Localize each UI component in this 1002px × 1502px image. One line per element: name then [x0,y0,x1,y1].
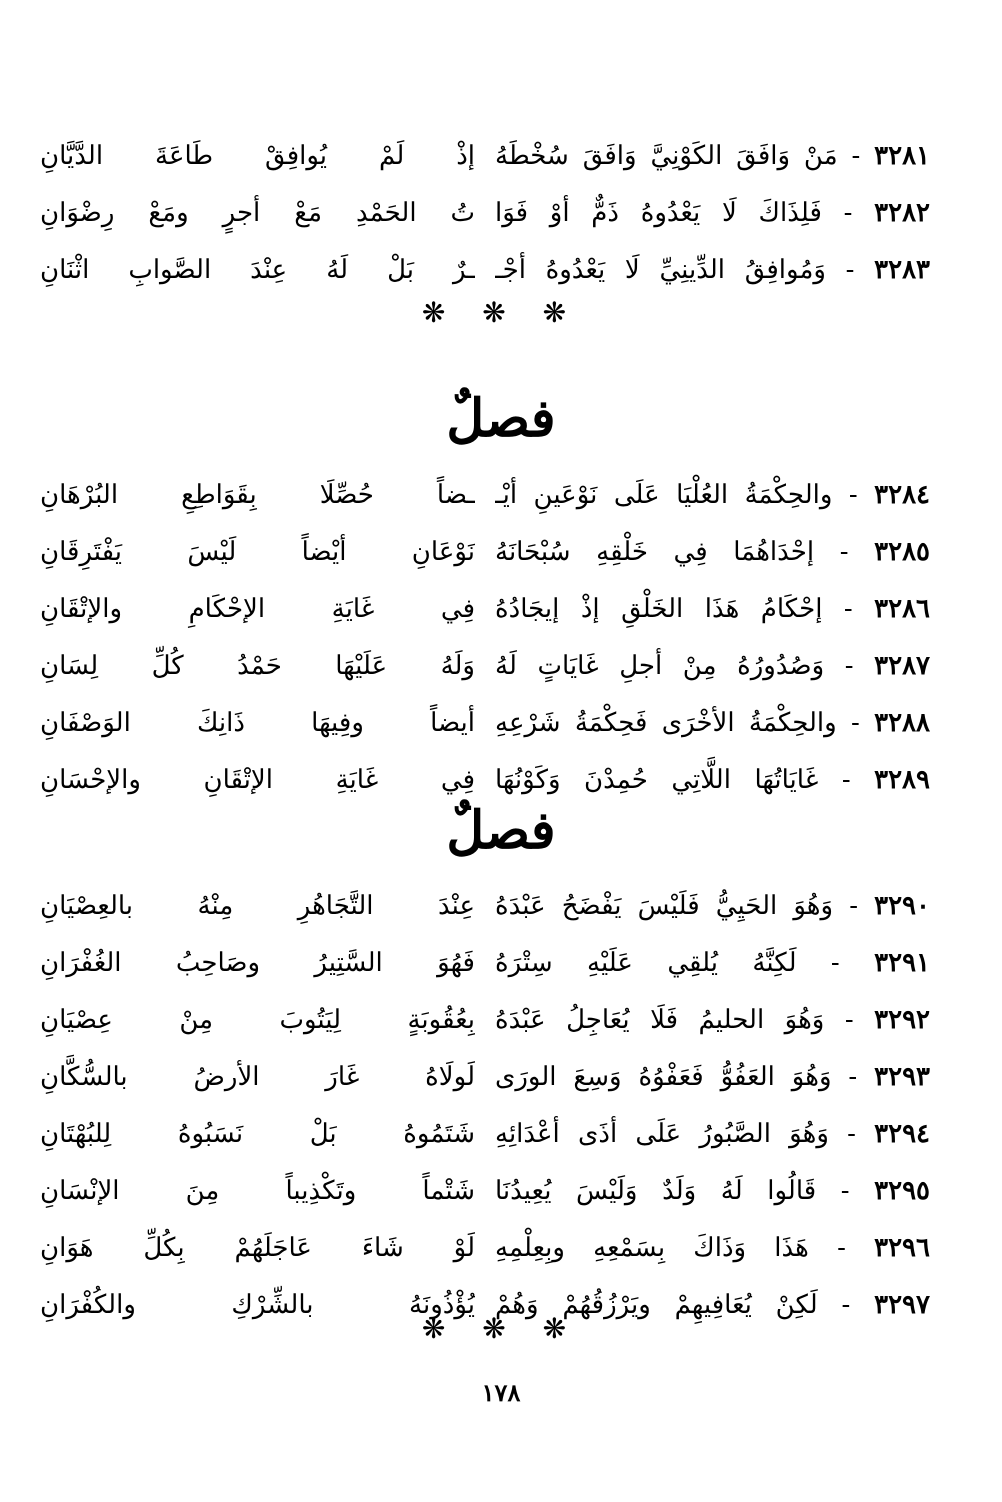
verse-line [40,581,930,638]
second-hemistich: ـضاً حُصِّلَا بِقَوَاطِعِ البُرْهَانِ [40,480,475,510]
first-hemistich-text: إحْكَامُ هَذَا الخَلْقِ إذْ إيجَادُهُ [495,594,823,624]
first-hemistich: ٣٢٨٨ - والحِكْمَةُ الأخْرَى فَحِكْمَةُ شَرْعِهِ [495,708,930,738]
second-hemistich: لَولَاهُ غَارَ الأرضُ بالسُّكَّانِ [40,1062,475,1092]
first-hemistich-text: وَهُوَ العَفُوُّ فَعَفْوُهُ وَسِعَ الورَى [495,1062,832,1092]
second-hemistich: تُ الحَمْدِ مَعْ أجرٍ ومَعْ رِضْوَانِ [40,198,475,228]
second-hemistich: يُؤْذُونَهُ بالشِّرْكِ والكُفْرَانِ [40,1290,475,1320]
verse-line [40,878,930,935]
first-hemistich: ٣٢٩٢ - وَهُوَ الحليمُ فَلَا يُعَاجِلُ عَبْدَهُ [495,1005,930,1035]
first-hemistich-text: مَنْ وَافَقَ الكَوْنِيَّ وَافَقَ سُخْطَهُ [495,141,838,171]
first-hemistich-text: وَهُوَ الصَّبُورُ عَلَى أذَى أعْدَائِهِ [495,1119,829,1149]
verse-line [40,992,930,1049]
second-hemistich: لَوْ شَاءَ عَاجَلَهُمْ بِكُلِّ هَوَانِ [40,1233,475,1263]
verse-line [40,1106,930,1163]
second-hemistich: أيضاً وفِيهَا ذَانِكَ الوَصْفَانِ [40,708,475,738]
verse-number: ٣٢٩٧ [874,1290,930,1320]
verse-line [40,695,930,752]
verse-number: ٣٢٨٢ [874,198,930,228]
verse-number: ٣٢٩٥ [874,1176,930,1206]
first-hemistich: ٣٢٨٤ - والحِكْمَةُ العُلْيَا عَلَى نَوْعَينِ أيْـ [495,480,930,510]
second-hemistich: نَوْعَانِ أيْضاً لَيْسَ يَفْتَرِقَانِ [40,537,475,567]
first-hemistich: ٣٢٩٠ - وَهُوَ الحَيِيُّ فَلَيْسَ يَفْضَحُ عَبْدَهُ [495,891,930,921]
first-hemistich: ٣٢٩٥ - قَالُوا لَهُ وَلَدٌ وَلَيْسَ يُعِيدُنَا [495,1176,930,1206]
verse-line [40,128,930,185]
second-hemistich: بِعُقُوبَةٍ لِيَتُوبَ مِنْ عِصْيَانِ [40,1005,475,1035]
second-hemistich: فَهُوَ السَّتِيرُ وصَاحِبُ الغُفْرَانِ [40,948,475,978]
first-hemistich: ٣٢٩١ - لَكِنَّهُ يُلقِي عَلَيْهِ سِتْرَهُ [495,948,930,978]
first-hemistich: ٣٢٨٣ - وَمُوافِقُ الدِّينِيِّ لَا يَعْدُوهُ أجْـ [495,255,930,285]
first-hemistich: ٣٢٨٥ - إحْدَاهُمَا فِي خَلْقِهِ سُبْحَانَهُ [495,537,930,567]
second-hemistich: ـرٌ بَلْ لَهُ عِنْدَ الصَّوابِ اثْنَانِ [40,255,475,285]
section-heading-1: فصلٌ [446,388,556,449]
verse-number: ٣٢٩٦ [874,1233,930,1263]
first-hemistich: ٣٢٨٧ - وَصُدُورُهُ مِنْ أجلِ غَايَاتٍ لَهُ [495,651,930,681]
first-hemistich-text: وَمُوافِقُ الدِّينِيِّ لَا يَعْدُوهُ أجْـ [495,255,826,285]
second-hemistich: وَلَهُ عَلَيْهَا حَمْدُ كُلِّ لِسَانِ [40,651,475,681]
verse-number: ٣٢٩١ [874,948,930,978]
verse-number: ٣٢٨٣ [874,255,930,285]
first-hemistich-text: فَلِذَاكَ لَا يَعْدُوهُ ذَمٌّ أوْ فَوَا [495,198,822,228]
first-hemistich-text: وَصُدُورُهُ مِنْ أجلِ غَايَاتٍ لَهُ [495,651,825,681]
first-hemistich-text: وَهُوَ الحَيِيُّ فَلَيْسَ يَفْضَحُ عَبْدَهُ [495,891,834,921]
verse-number: ٣٢٩٣ [874,1062,930,1092]
separator-stars-1: ❋ ❋ ❋ [421,296,581,329]
second-hemistich: شَتَمُوهُ بَلْ نَسَبُوهُ لِلبُهْتَانِ [40,1119,475,1149]
verse-block-2 [40,467,930,809]
verse-number: ٣٢٩٤ [874,1119,930,1149]
first-hemistich: ٣٢٩٤ - وَهُوَ الصَّبُورُ عَلَى أذَى أعْدَائِهِ [495,1119,930,1149]
first-hemistich: ٣٢٨١ - مَنْ وَافَقَ الكَوْنِيَّ وَافَقَ سُخْطَهُ [495,141,930,171]
verse-number: ٣٢٨٦ [874,594,930,624]
first-hemistich-text: قَالُوا لَهُ وَلَدٌ وَلَيْسَ يُعِيدُنَا [495,1176,817,1206]
first-hemistich: ٣٢٨٦ - إحْكَامُ هَذَا الخَلْقِ إذْ إيجَادُهُ [495,594,930,624]
verse-number: ٣٢٨١ [874,141,930,171]
first-hemistich: ٣٢٩٧ - لَكِنْ يُعَافِيهِمْ ويَرْزُقُهُمْ وَهُمْ [495,1290,930,1320]
verse-number: ٣٢٨٩ [874,765,930,795]
verse-number: ٣٢٨٥ [874,537,930,567]
first-hemistich-text: لَكِنْ يُعَافِيهِمْ ويَرْزُقُهُمْ وَهُمْ [495,1290,818,1320]
verse-line [40,524,930,581]
verse-block-1 [40,128,930,299]
second-hemistich: عِنْدَ التَّجَاهُرِ مِنْهُ بالعِصْيَانِ [40,891,475,921]
verse-number: ٣٢٨٤ [874,480,930,510]
first-hemistich-text: وَهُوَ الحليمُ فَلَا يُعَاجِلُ عَبْدَهُ [495,1005,825,1035]
page-number: ١٧٨ [481,1378,521,1407]
verse-line [40,1163,930,1220]
verse-line [40,242,930,299]
verse-number: ٣٢٨٧ [874,651,930,681]
separator-stars-2: ❋ ❋ ❋ [421,1312,581,1345]
verse-line [40,1220,930,1277]
verse-line [40,638,930,695]
first-hemistich-text: والحِكْمَةُ الأخْرَى فَحِكْمَةُ شَرْعِهِ [495,708,837,738]
verse-number: ٣٢٩٠ [874,891,930,921]
verse-line [40,1049,930,1106]
first-hemistich-text: إحْدَاهُمَا فِي خَلْقِهِ سُبْحَانَهُ [495,537,815,567]
first-hemistich: ٣٢٩٦ - هَذَا وَذَاكَ بِسَمْعِهِ وبِعِلْمِهِ [495,1233,930,1263]
verse-line [40,935,930,992]
first-hemistich-text: هَذَا وَذَاكَ بِسَمْعِهِ وبِعِلْمِهِ [495,1233,809,1263]
first-hemistich-text: غَايَاتُهَا اللَّاتِي حُمِدْنَ وَكَوْنُهَا [495,765,819,795]
first-hemistich: ٣٢٨٢ - فَلِذَاكَ لَا يَعْدُوهُ ذَمٌّ أوْ فَوَا [495,198,930,228]
first-hemistich-text: والحِكْمَةُ العُلْيَا عَلَى نَوْعَينِ أيْـ [495,480,833,510]
verse-number: ٣٢٩٢ [874,1005,930,1035]
verse-number: ٣٢٨٨ [874,708,930,738]
verse-line [40,185,930,242]
section-heading-2: فصلٌ [446,800,556,861]
second-hemistich: إذْ لَمْ يُوافِقْ طَاعَةَ الدَّيَّانِ [40,141,475,171]
first-hemistich: ٣٢٩٣ - وَهُوَ العَفُوُّ فَعَفْوُهُ وَسِعَ الورَى [495,1062,930,1092]
second-hemistich: فِي غَايَةِ الإتْقَانِ والإحْسَانِ [40,765,475,795]
first-hemistich: ٣٢٨٩ - غَايَاتُهَا اللَّاتِي حُمِدْنَ وَكَوْنُهَا [495,765,930,795]
second-hemistich: شَتْماً وتَكْذِيباً مِنَ الإنْسَانِ [40,1176,475,1206]
verse-block-3 [40,878,930,1334]
second-hemistich: فِي غَايَةِ الإحْكَامِ والإتْقَانِ [40,594,475,624]
verse-line [40,467,930,524]
first-hemistich-text: لَكِنَّهُ يُلقِي عَلَيْهِ سِتْرَهُ [495,948,797,978]
